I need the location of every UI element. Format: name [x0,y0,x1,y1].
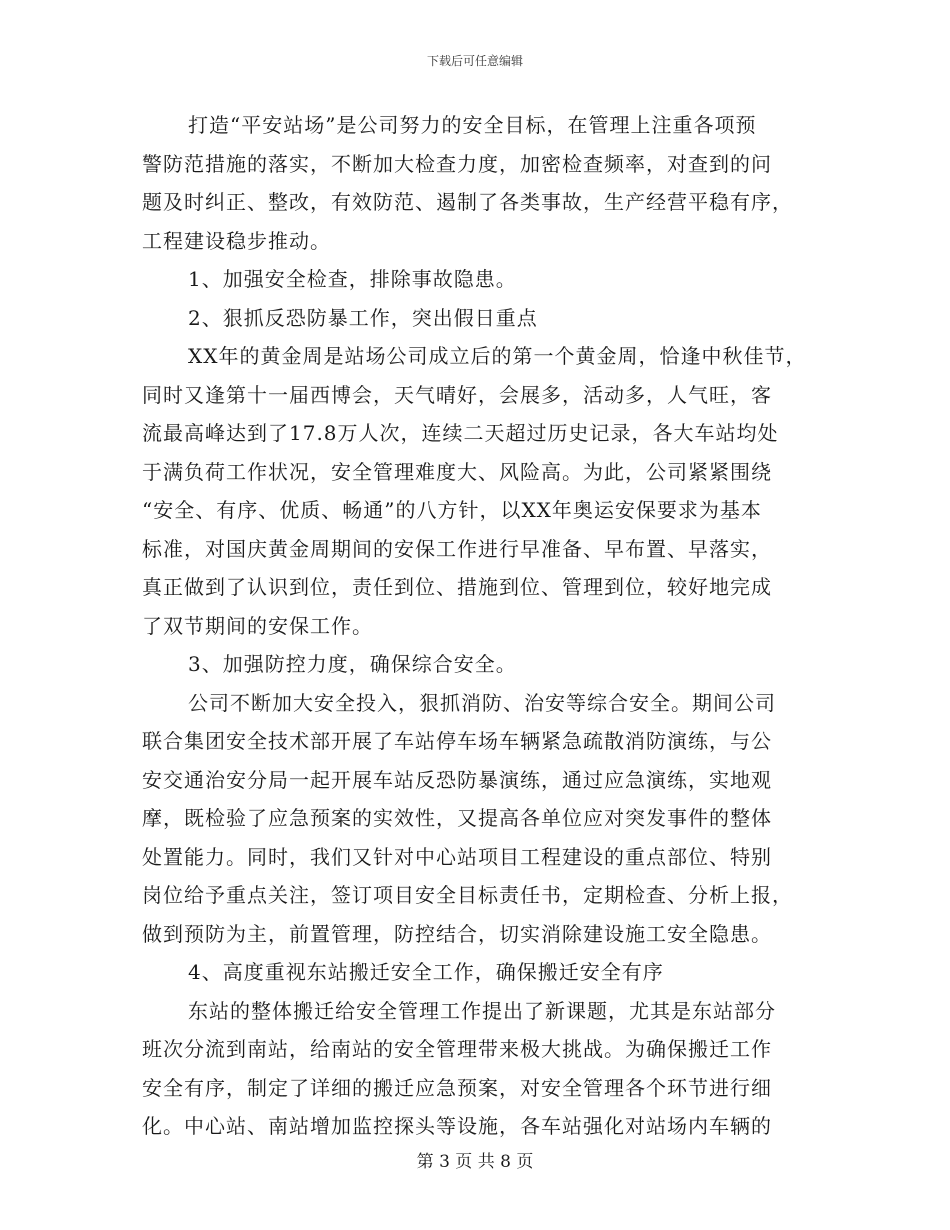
text-line: 警防范措施的落实，不断加大检查力度，加密检查频率，对查到的问 [142,151,772,176]
text-line: 标准，对国庆黄金周期间的安保工作进行早准备、早布置、早落实， [142,536,772,561]
text-line: 公司不断加大安全投入，狠抓消防、治安等综合安全。期间公司 [188,690,776,715]
text-line: 摩，既检验了应急预案的实效性，又提高各单位应对突发事件的整体 [142,806,772,830]
text-line: 1、加强安全检查，排除事故隐患。 [188,267,517,291]
text-line: 于满负荷工作状况，安全管理难度大、风险高。为此，公司紧紧围绕 [142,459,772,484]
text-line: 处置能力。同时，我们又针对中心站项目工程建设的重点部位、特别 [142,844,772,869]
text-line: XX年的黄金周是站场公司成立后的第一个黄金周，恰逢中秋佳节， [188,344,807,368]
text-line: 流最高峰达到了17.8万人次，连续二天超过历史记录，各大车站均处 [142,421,779,445]
text-line: 化。中心站、南站增加监控探头等设施，各车站强化对站场内车辆的 [142,1114,772,1138]
text-line: 题及时纠正、整改，有效防范、遏制了各类事故，生产经营平稳有序， [142,190,793,214]
text-line: 打造“平安站场”是公司努力的安全目标，在管理上注重各项预 [188,113,757,137]
text-line: 工程建设稳步推动。 [142,228,331,253]
text-line: 岗位给予重点关注，签订项目安全目标责任书，定期检查、分析上报， [142,883,793,907]
text-line: “安全、有序、优质、畅通”的八方针，以XX年奥运安保要求为基本 [142,498,762,522]
text-line: 真正做到了认识到位，责任到位、措施到位、管理到位，较好地完成 [142,575,772,599]
text-line: 东站的整体搬迁给安全管理工作提出了新课题，尤其是东站部分 [188,998,776,1023]
text-line: 安全有序，制定了详细的搬迁应急预案，对安全管理各个环节进行细 [142,1075,772,1100]
text-line: 2、狠抓反恐防暴工作，突出假日重点 [188,305,538,330]
page-header: 下载后可任意编辑 [426,54,523,68]
text-line: 安交通治安分局一起开展车站反恐防暴演练，通过应急演练，实地观 [142,767,772,792]
page-number-footer: 第 3 页 共 8 页 [416,1152,534,1172]
document-body [142,106,812,1146]
text-line: 3、加强防控力度，确保综合安全。 [188,652,517,676]
text-line: 同时又逢第十一届西博会，天气晴好，会展多，活动多，人气旺，客 [142,382,772,407]
text-line: 班次分流到南站，给南站的安全管理带来极大挑战。为确保搬迁工作 [142,1037,772,1061]
text-line: 做到预防为主，前置管理，防控结合，切实消除建设施工安全隐患。 [142,921,772,946]
text-line: 4、高度重视东站搬迁安全工作，确保搬迁安全有序 [188,960,664,984]
text-line: 联合集团安全技术部开展了车站停车场车辆紧急疏散消防演练，与公 [142,729,772,753]
text-line: 了双节期间的安保工作。 [142,613,373,638]
